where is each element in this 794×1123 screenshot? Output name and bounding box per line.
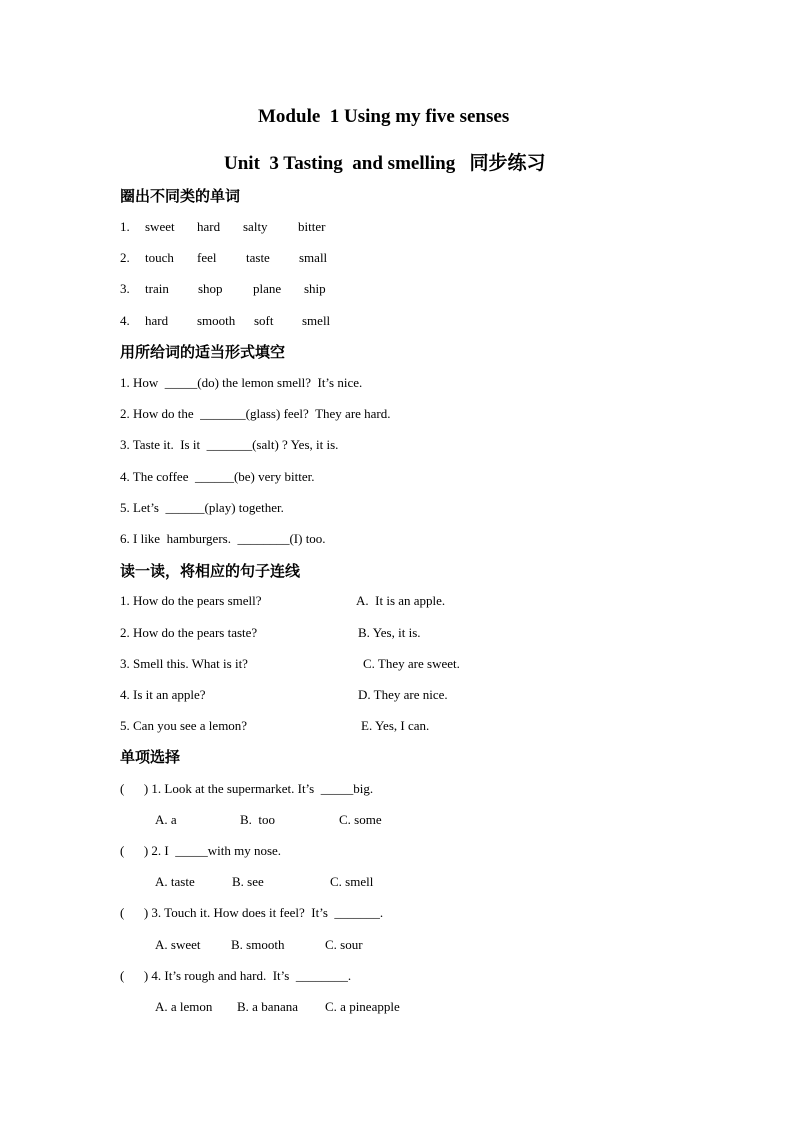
answer-item: D. They are nice. [358,687,448,702]
word: smell [302,313,331,328]
section-heading-choice: 单项选择 [120,748,181,766]
question-item: 3. Smell this. What is it? [120,656,248,671]
unit-title: Unit 3 Tasting and smelling 同步练习 [224,153,546,174]
answer-item: E. Yes, I can. [361,718,430,733]
answer-item: A. It is an apple. [356,593,446,608]
option: C. some [339,812,382,827]
option: A. a lemon [155,999,213,1014]
item-number: 3. [120,281,130,296]
word: hard [197,219,221,234]
question-item: 4. Is it an apple? [120,687,206,702]
section-heading-fill-in: 用所给词的适当形式填空 [120,343,286,361]
item-number: 2. [120,250,130,265]
word: soft [254,313,274,328]
list-item: 1. How _____(do) the lemon smell? It’s nice. [120,375,363,390]
word: train [145,281,169,296]
question-item: 2. How do the pears taste? [120,625,258,640]
option: B. a banana [237,999,299,1014]
word: small [299,250,328,265]
word: sweet [145,219,175,234]
word: plane [253,281,282,296]
list-item: 2. How do the _______(glass) feel? They are hard. [120,406,391,421]
list-item: 6. I like hamburgers. ________(I) too. [120,531,326,546]
answer-item: B. Yes, it is. [358,625,421,640]
item-number: 1. [120,219,130,234]
option: C. sour [325,937,363,952]
word: feel [197,250,217,265]
question-item: 1. How do the pears smell? [120,593,262,608]
section-heading-odd-one-out: 圈出不同类的单词 [120,187,241,205]
module-title: Module 1 Using my five senses [258,106,510,127]
option: B. see [232,874,264,889]
word: smooth [197,313,236,328]
list-item: 5. Let’s ______(play) together. [120,500,284,515]
option: A. a [155,812,177,827]
option: C. a pineapple [325,999,400,1014]
word: bitter [298,219,326,234]
question-stem: ( ) 4. It’s rough and hard. It’s ________. [120,968,352,983]
list-item: 3. Taste it. Is it _______(salt) ? Yes, it is. [120,437,339,452]
option: C. smell [330,874,374,889]
list-item: 4. The coffee ______(be) very bitter. [120,469,315,484]
question-stem: ( ) 2. I _____with my nose. [120,843,282,858]
word: hard [145,313,169,328]
word: ship [304,281,326,296]
section-heading-matching: 读一读，将相应的句子连线 [120,562,301,580]
question-stem: ( ) 1. Look at the supermarket. It’s _____big. [120,781,374,796]
item-number: 4. [120,313,130,328]
word: taste [246,250,270,265]
answer-item: C. They are sweet. [363,656,460,671]
option: A. taste [155,874,195,889]
option: B. smooth [231,937,285,952]
option: A. sweet [155,937,201,952]
option: B. too [240,812,276,827]
question-stem: ( ) 3. Touch it. How does it feel? It’s _______. [120,905,384,920]
word: shop [198,281,223,296]
question-item: 5. Can you see a lemon? [120,718,248,733]
word: salty [243,219,268,234]
word: touch [145,250,174,265]
